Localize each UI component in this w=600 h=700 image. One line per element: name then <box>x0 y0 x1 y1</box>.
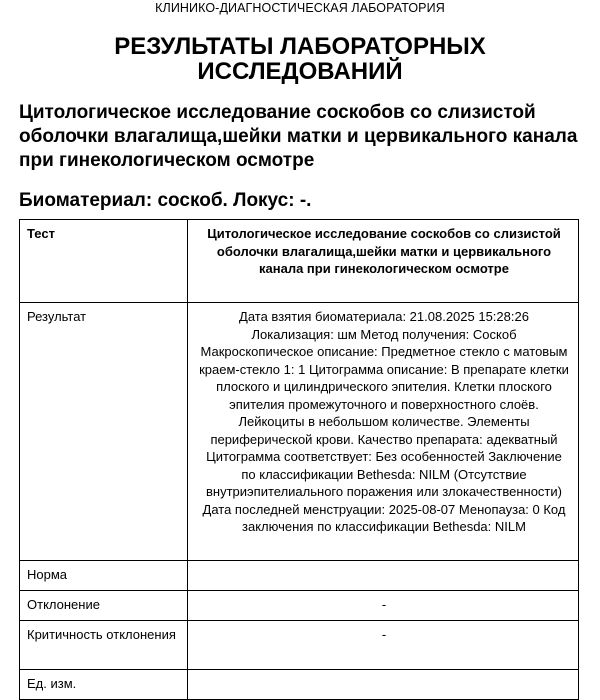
table-row-norm <box>20 561 579 591</box>
table-row-result <box>20 303 579 561</box>
page-title: РЕЗУЛЬТАТЫ ЛАБОРАТОРНЫХ ИССЛЕДОВАНИЙ <box>114 33 486 85</box>
row-label-test: Тест <box>20 220 188 303</box>
table-row-test <box>20 220 579 303</box>
row-value-result: Дата взятия биоматериала: 21.08.2025 15:28:26 Локализация: шм Метод получения: Соскоб Макроскопическое описание: Предметное стекло с матовым краем-стекло 1: 1 Цитограмма описание: В препарате клетки плоского и цилиндрического эпителия. Клетки плоского эпителия промежуточного и поверхностного слоёв. Лейкоциты в небольшом количестве. Элементы периферической крови. Качество препарата: адекватный Цитограмма соответствует: Без особенностей Заключение по классификации Bethesda: NILM (Отсутствие внутриэпителиального поражения или злокачественности) Дата последней менструации: 2025-08-07 Менопауза: 0 Код заключения по классификации Bethesda: NILM <box>188 303 579 561</box>
table-row-deviation <box>20 591 579 621</box>
study-title: Цитологическое исследование соскобов со слизистой оболочки влагалища,шейки матки и цервикального канала при гинекологическом осмотре <box>19 102 578 171</box>
row-value-unit <box>188 670 579 700</box>
row-value-deviation: - <box>188 591 579 621</box>
row-value-norm <box>188 561 579 591</box>
row-label-unit: Ед. изм. <box>20 670 188 700</box>
row-label-norm: Норма <box>20 561 188 591</box>
row-value-test: Цитологическое исследование соскобов со слизистой оболочки влагалища,шейки матки и цервикального канала при гинекологическом осмотре <box>188 220 579 303</box>
row-label-criticality: Критичность отклонения <box>20 621 188 670</box>
results-table <box>19 219 579 700</box>
lab-name: КЛИНИКО-ДИАГНОСТИЧЕСКАЯ ЛАБОРАТОРИЯ <box>155 1 445 15</box>
row-label-result: Результат <box>20 303 188 561</box>
table-row-criticality <box>20 621 579 670</box>
row-label-deviation: Отклонение <box>20 591 188 621</box>
biomaterial-line: Биоматериал: соскоб. Локус: -. <box>19 190 312 211</box>
table-row-unit <box>20 670 579 700</box>
row-value-criticality: - <box>188 621 579 670</box>
